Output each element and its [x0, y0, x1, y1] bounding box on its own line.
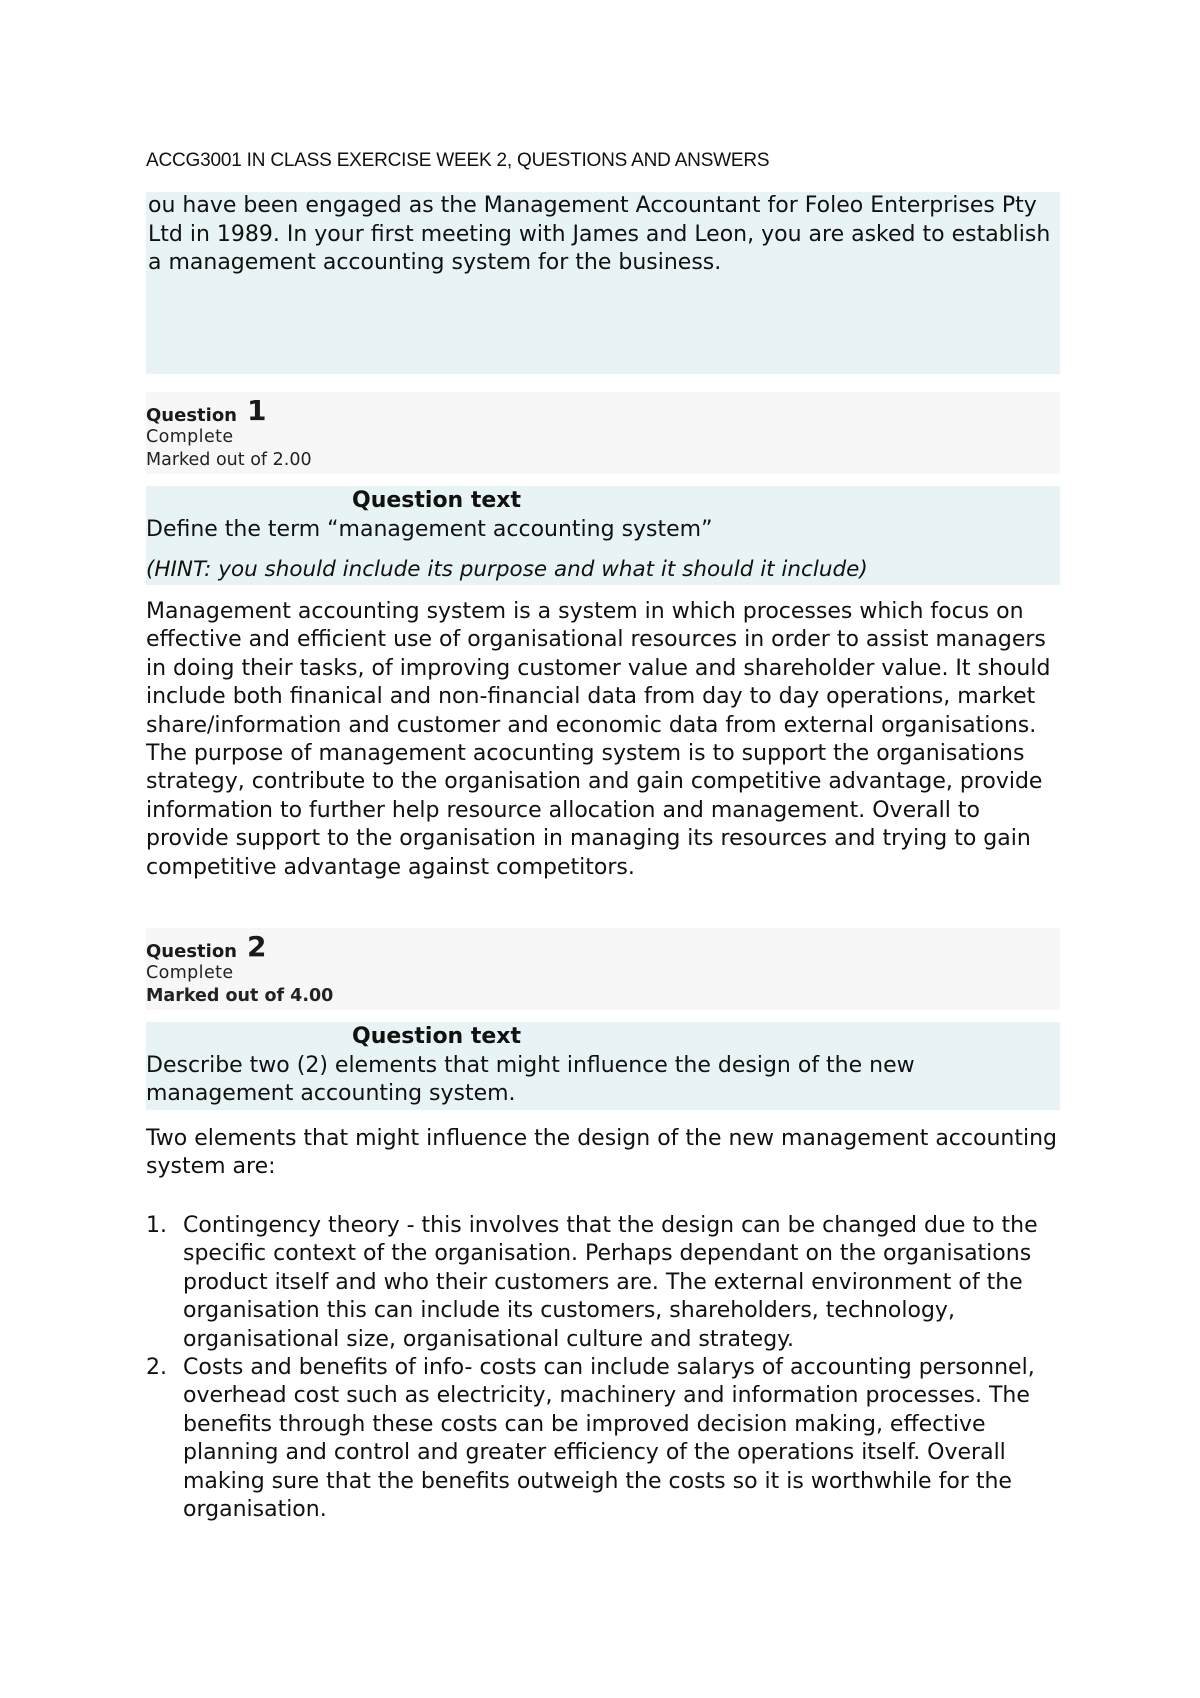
question-1-info: [146, 392, 1060, 474]
intro-panel: [146, 192, 1060, 374]
list-item: [146, 1212, 1066, 1354]
question-2-answer-intro: Two elements that might influence the design of the new management accounting system are:: [146, 1126, 1057, 1180]
question-2-label: Question: [146, 941, 237, 962]
question-1-number: 1: [247, 394, 267, 427]
question-2-text: Describe two (2) elements that might influence the design of the new management accounting system.: [146, 1053, 915, 1106]
question-2-marks: Marked out of 4.00: [146, 986, 334, 1006]
question-2-text-panel: [146, 1022, 1060, 1110]
question-1-text-panel: [146, 486, 1060, 585]
intro-text: ou have been engaged as the Management Accountant for Foleo Enterprises Pty Ltd in 1989. In your first meeting with James and Leon, you are asked to establish a management accounting system for the business.: [148, 193, 1051, 275]
list-marker: 2.: [146, 1355, 167, 1381]
question-1-state: Complete: [146, 427, 234, 447]
question-1-hint: (HINT: you should include its purpose and what it should it include): [146, 557, 868, 582]
question-1-marks: Marked out of 2.00: [146, 450, 312, 470]
list-item-text: Contingency theory - this involves that the design can be changed due to the specific context of the organisation. Perhaps dependant on the organisations product itself and who their customers are. The external environment of the organisation this can include its customers, shareholders, technology, organisational size, organisational culture and strategy.: [183, 1213, 1038, 1352]
question-2-state: Complete: [146, 963, 234, 983]
question-2-text-heading: Question text: [352, 1024, 522, 1049]
document-title: ACCG3001 IN CLASS EXERCISE WEEK 2, QUESTIONS AND ANSWERS: [146, 150, 770, 171]
question-2-answer-list: [146, 1212, 1066, 1524]
question-1-answer: Management accounting system is a system in which processes which focus on effective and efficient use of organisational resources in order to assist managers in doing their tasks, of improving customer value and shareholder value. It should include both finanical and non-financial data from day to day operations, market share/information and customer and economic data from external organisations. The purpose of management acocunting system is to support the organisations strategy, contribute to the organisation and gain competitive advantage, provide information to further help resource allocation and management. Overall to provide support to the organisation in managing its resources and trying to gain competitive advantage against competitors.: [146, 599, 1051, 880]
list-marker: 1.: [146, 1213, 167, 1238]
question-1-text: Define the term “management accounting system”: [146, 517, 713, 542]
question-1-text-heading: Question text: [352, 488, 522, 513]
question-1-label: Question: [146, 405, 237, 426]
list-item-text: Costs and benefits of info- costs can include salarys of accounting personnel, overhead cost such as electricity, machinery and information processes. The benefits through these costs can be improved decision making, effective planning and control and greater efficiency of the operations itself. Overall making sure that the benefits outweigh the costs so it is worthwhile for the organisation.: [183, 1355, 1035, 1523]
list-item: [146, 1354, 1066, 1524]
question-2-info: [146, 928, 1060, 1010]
question-2-number: 2: [247, 930, 267, 963]
